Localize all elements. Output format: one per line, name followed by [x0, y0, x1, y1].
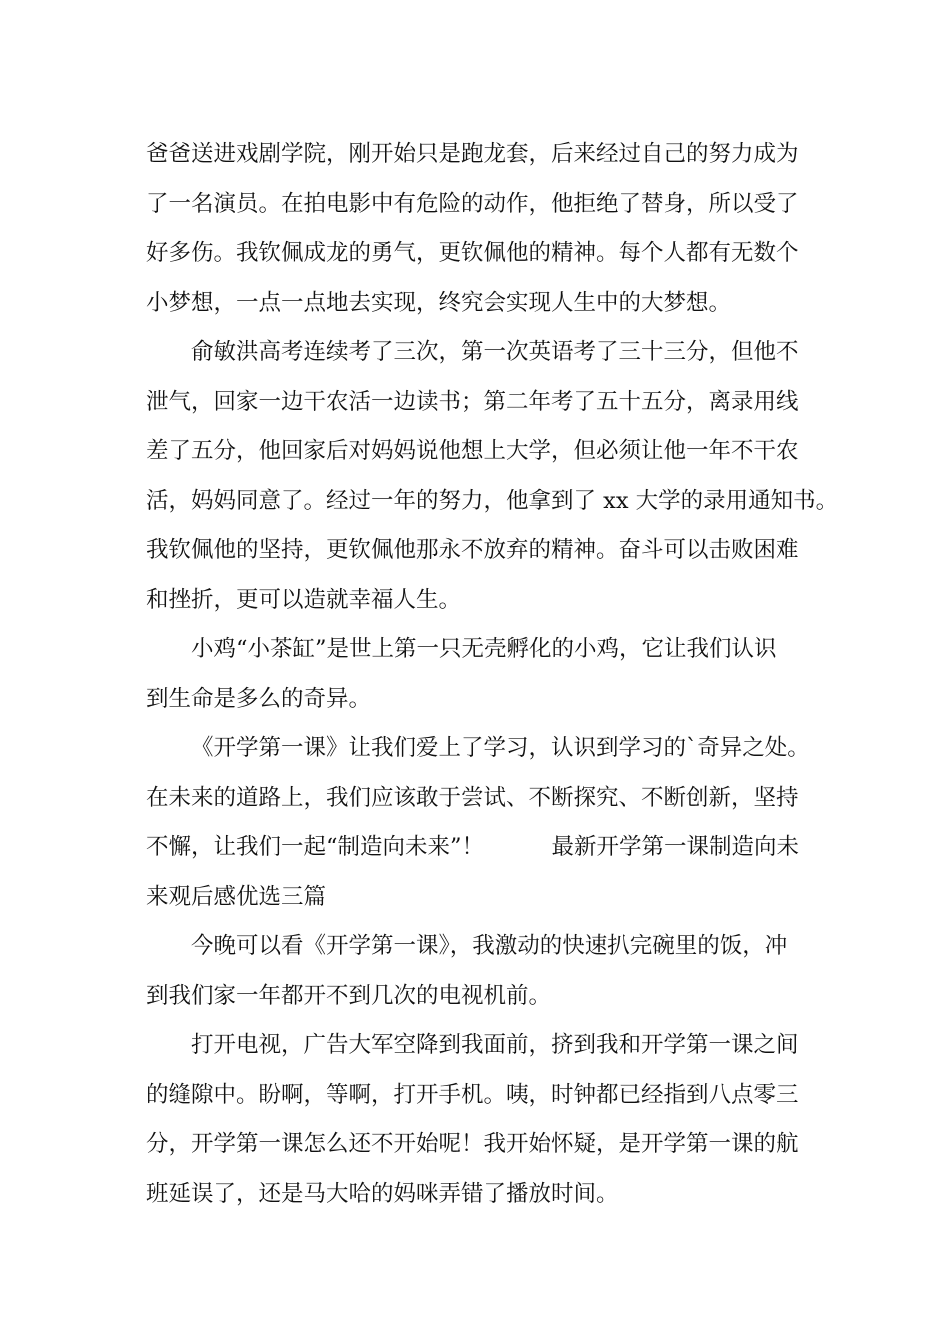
text-line: 活，妈妈同意了。经过一年的努力，他拿到了 xx 大学的录用通知书。: [146, 487, 839, 514]
text-line: 好多伤。我钦佩成龙的勇气，更钦佩他的精神。每个人都有无数个: [146, 240, 799, 266]
text-line: 小梦想，一点一点地去实现，终究会实现人生中的大梦想。: [146, 289, 732, 316]
text-line: 了一名演员。在拍电影中有危险的动作，他拒绝了替身，所以受了: [146, 190, 799, 217]
paragraph-first-line: 今晚可以看《开学第一课》，我激动的快速扒完碗里的饭，冲: [191, 933, 788, 959]
text-line: 到我们家一年都开不到几次的电视机前。: [146, 982, 552, 1009]
text-line: 泄气，回家一边干农活一边读书；第二年考了五十五分，离录用线: [146, 388, 799, 415]
text-line: 爸爸送进戏剧学院，刚开始只是跑龙套，后来经过自己的努力成为: [146, 141, 799, 167]
paragraph-first-line: 小鸡“小茶缸”是世上第一只无壳孵化的小鸡，它让我们认识: [191, 636, 777, 662]
text-line: 分，开学第一课怎么还不开始呢！我开始怀疑，是开学第一课的航: [146, 1131, 799, 1157]
text-line: 在未来的道路上，我们应该敢于尝试、不断探究、不断创新，坚持: [146, 784, 799, 811]
paragraph-first-line: 打开电视，广告大军空降到我面前，挤到我和开学第一课之间: [191, 1032, 799, 1058]
text-line: 和挫折，更可以造就幸福人生。: [146, 586, 462, 613]
text-line: 差了五分，他回家后对妈妈说他想上大学，但必须让他一年不干农: [146, 438, 799, 464]
text-line: 到生命是多么的奇异。: [146, 685, 372, 712]
text-line: 来观后感优选三篇: [146, 883, 327, 910]
body-text: [146, 130, 839, 1219]
paragraph-first-line: 俞敏洪高考连续考了三次，第一次英语考了三十三分，但他不: [191, 339, 799, 365]
text-line: 班延误了，还是马大哈的妈咪弄错了播放时间。: [146, 1180, 619, 1207]
text-line: 我钦佩他的坚持，更钦佩他那永不放弃的精神。奋斗可以击败困难: [146, 537, 799, 563]
text-line: 不懈，让我们一起“制造向未来”！ 最新开学第一课制造向未: [146, 834, 800, 860]
text-line: 的缝隙中。盼啊，等啊，打开手机。咦，时钟都已经指到八点零三: [146, 1081, 799, 1108]
paragraph-first-line: 《开学第一课》让我们爱上了学习，认识到学习的`奇异之处。: [191, 735, 810, 761]
